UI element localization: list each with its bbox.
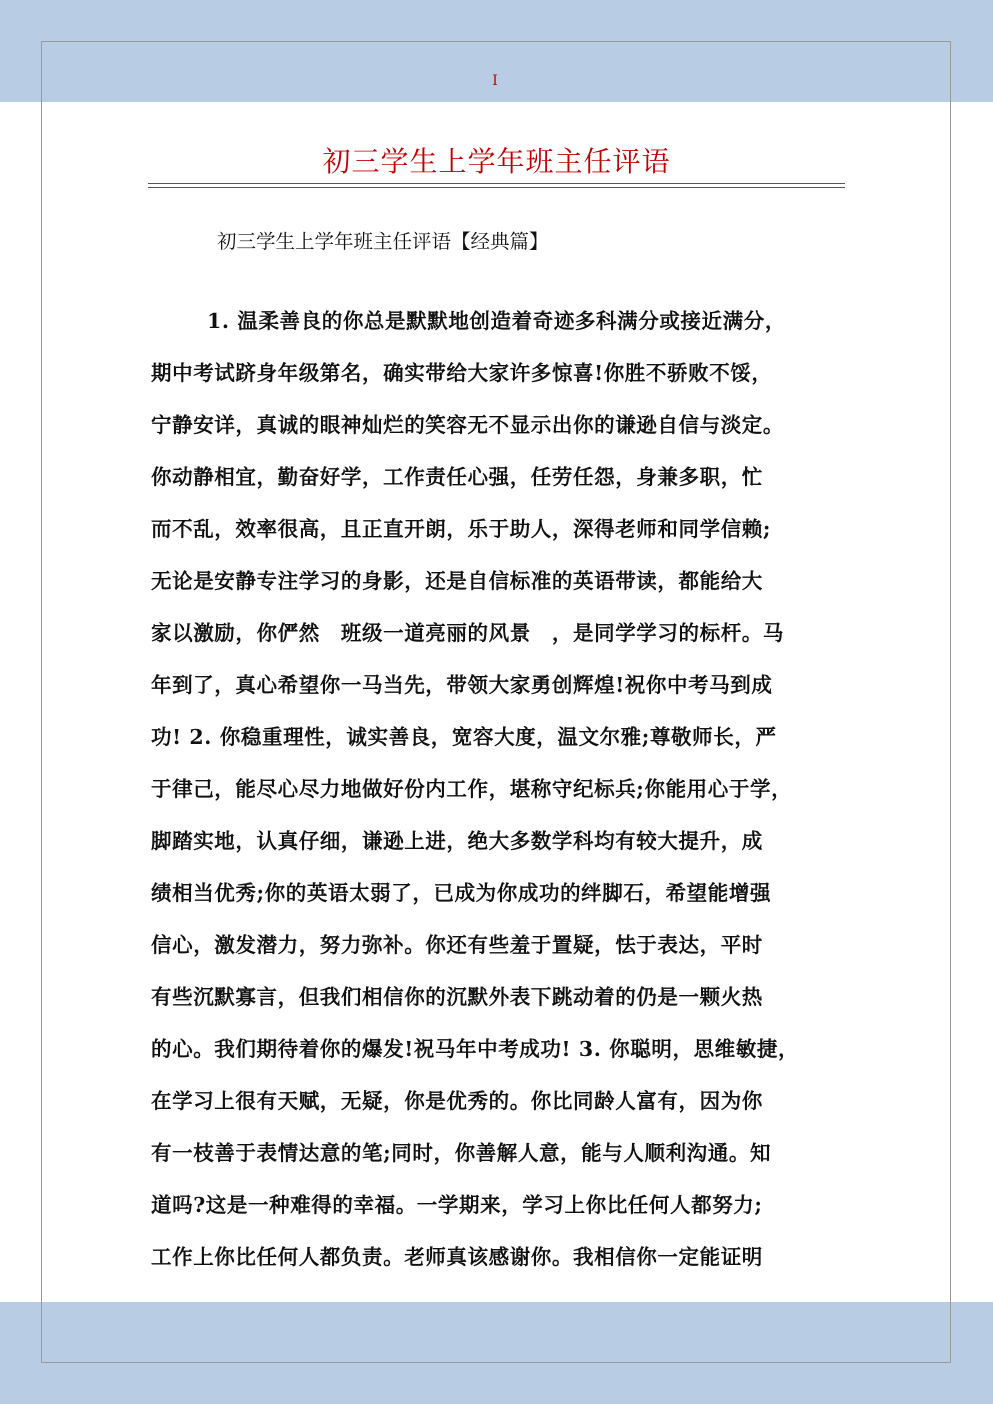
- body-line: 于律己，能尽心尽力地做好份内工作，堪称守纪标兵;你能用心于学，: [151, 777, 793, 801]
- body-line: 信心，激发潜力，努力弥补。你还有些羞于置疑，怯于表达，平时: [151, 933, 763, 957]
- body-line: 绩相当优秀;你的英语太弱了，已成为你成功的绊脚石，希望能增强: [151, 881, 772, 905]
- header-mark: I: [492, 73, 498, 89]
- body-line: 家以激励，你俨然 班级一道亮丽的风景 ，是同学学习的标杆。马: [151, 621, 784, 645]
- body-line: 宁静安详，真诚的眼神灿烂的笑容无不显示出你的谦逊自信与淡定。: [151, 413, 784, 437]
- title-rule-upper: [148, 183, 845, 184]
- page-frame-left: [41, 41, 42, 1363]
- body-line: 年到了，真心希望你一马当先，带领大家勇创辉煌!祝你中考马到成: [151, 673, 773, 697]
- body-line: 有一枝善于表情达意的笔;同时，你善解人意，能与人顺利沟通。知: [151, 1141, 772, 1165]
- page-frame-right: [950, 41, 951, 1363]
- body-line: 功! 2. 你稳重理性，诚实善良，宽容大度，温文尔雅;尊敬师长，严: [151, 725, 777, 749]
- document-subtitle: 初三学生上学年班主任评语【经典篇】: [217, 230, 549, 253]
- body-line: 在学习上很有天赋，无疑，你是优秀的。你比同龄人富有，因为你: [151, 1089, 763, 1113]
- body-line: 的心。我们期待着你的爆发!祝马年中考成功! 3. 你聪明，思维敏捷，: [151, 1037, 800, 1061]
- body-line: 有些沉默寡言，但我们相信你的沉默外表下跳动着的仍是一颗火热: [151, 985, 763, 1009]
- body-line: 工作上你比任何人都负责。老师真该感谢你。我相信你一定能证明: [151, 1245, 763, 1269]
- body-line: 而不乱，效率很高，且正直开朗，乐于助人，深得老师和同学信赖;: [151, 517, 772, 541]
- body-line: 无论是安静专注学习的身影，还是自信标准的英语带读，都能给大: [151, 569, 763, 593]
- page-frame-top: [41, 41, 950, 42]
- body-line: 期中考试跻身年级第名，确实带给大家许多惊喜!你胜不骄败不馁，: [151, 361, 773, 385]
- title-rule-lower: [148, 187, 845, 188]
- body-line: 1. 温柔善良的你总是默默地创造着奇迹多科满分或接近满分，: [207, 309, 786, 333]
- body-line: 脚踏实地，认真仔细，谦逊上进，绝大多数学科均有较大提升，成: [151, 829, 763, 853]
- footer-band: [0, 1302, 993, 1404]
- document-title: 初三学生上学年班主任评语: [322, 145, 671, 178]
- body-line: 道吗?这是一种难得的幸福。一学期来，学习上你比任何人都努力;: [151, 1193, 763, 1217]
- page-frame-bottom: [41, 1362, 950, 1363]
- body-line: 你动静相宜，勤奋好学，工作责任心强，任劳任怨，身兼多职，忙: [151, 465, 763, 489]
